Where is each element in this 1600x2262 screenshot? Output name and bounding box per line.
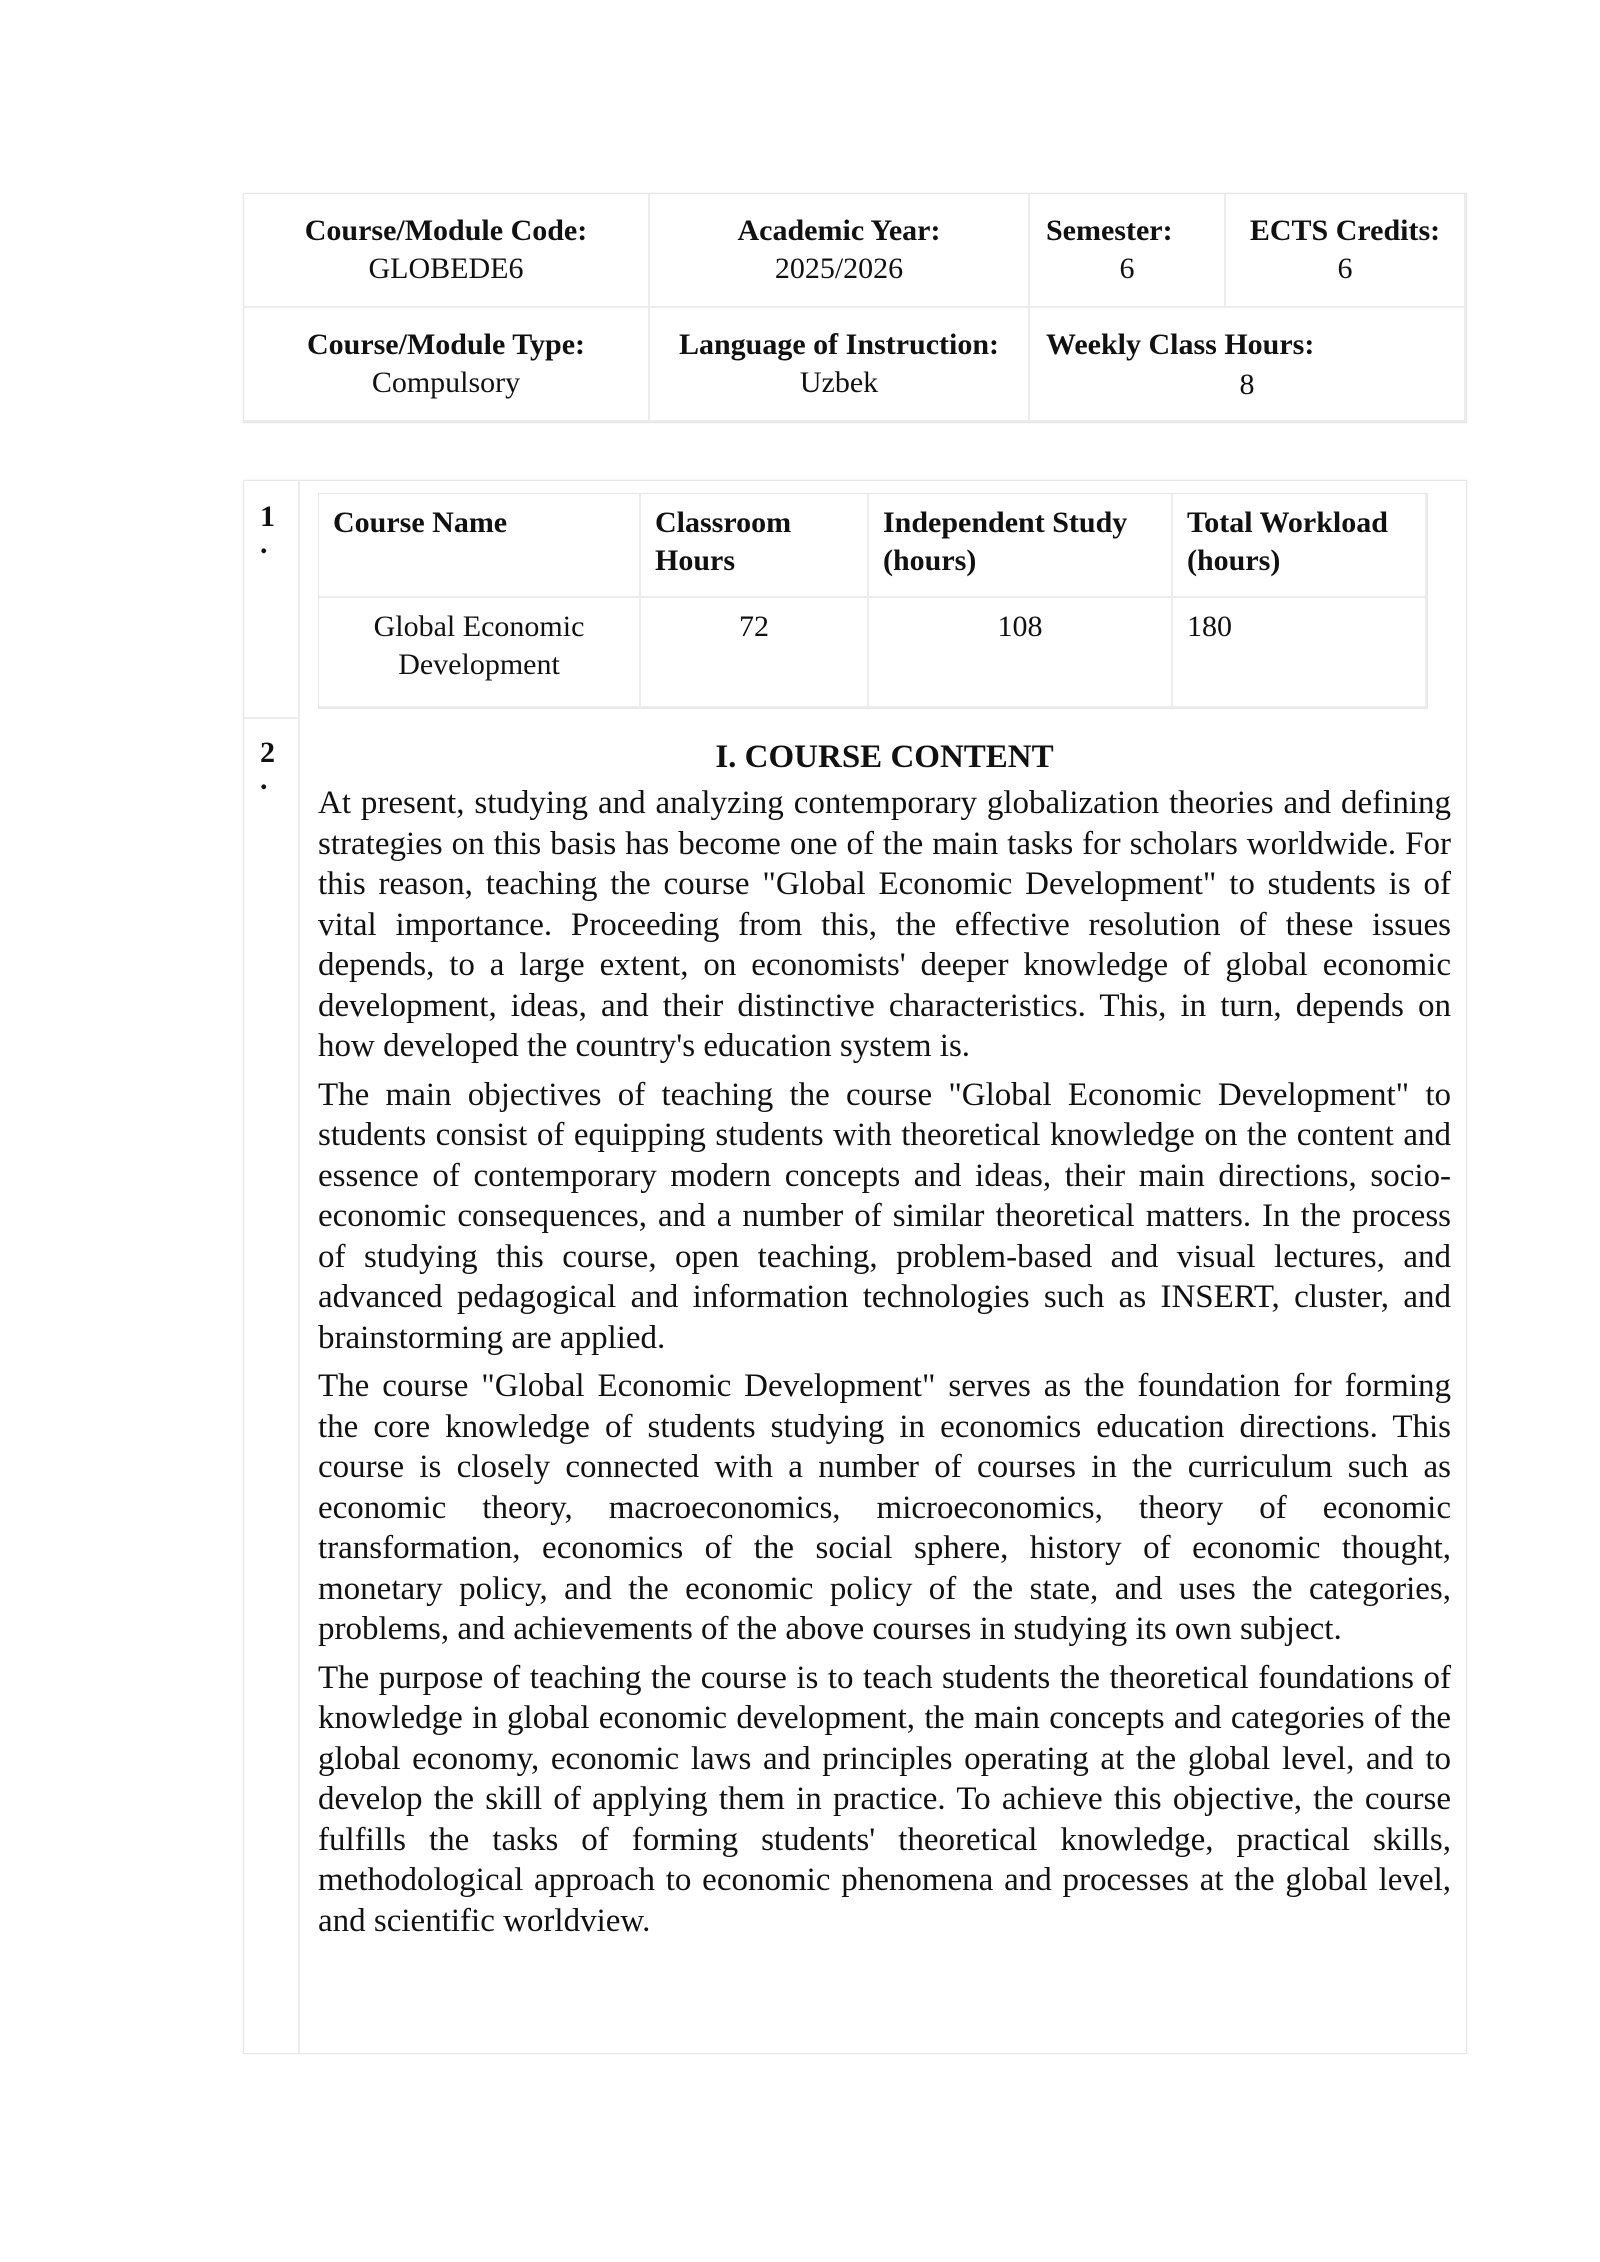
language-label: Language of Instruction: bbox=[678, 328, 1000, 361]
section-number-1-digit: 1 bbox=[260, 500, 275, 533]
section-number-2 bbox=[244, 719, 300, 2053]
course-type-label: Course/Module Type: bbox=[306, 328, 586, 361]
header-course-name: Course Name bbox=[319, 494, 641, 598]
language-value: Uzbek bbox=[799, 366, 879, 399]
course-code-label: Course/Module Code: bbox=[304, 214, 588, 247]
content-paragraph-2: The main objectives of teaching the course "Global Economic Development" to students consist of equipping students with theoretical knowledge on the content and essence of contemporary modern concepts and ideas, their main directions, socio-economic consequences, and a number of similar theoretical matters. In the process of studying this course, open teaching, problem-based and visual lectures, and advanced pedagogical and information technologies such as INSERT, cluster, and brainstorming are applied. bbox=[318, 1076, 1451, 1356]
course-content-heading: I. COURSE CONTENT bbox=[715, 739, 1054, 775]
course-content-section bbox=[318, 737, 1451, 1949]
course-type-value: Compulsory bbox=[371, 366, 521, 399]
content-paragraph-4: The purpose of teaching the course is to teach students the theoretical foundations of knowledge in global economic development, the main concepts and categories of the global economy, economic laws and principles operating at the global level, and to develop the skill of applying them in practice. To achieve this objective, the course fulfills the tasks of forming students' theoretical knowledge, practical skills, methodological approach to economic phenomena and processes at the global level, and scientific worldview. bbox=[318, 1659, 1451, 1939]
header-classroom-hours: Classroom Hours bbox=[641, 494, 869, 598]
course-details-table bbox=[243, 480, 1467, 2054]
academic-year-label: Academic Year: bbox=[737, 214, 941, 247]
weekly-hours-label: Weekly Class Hours: bbox=[1046, 328, 1315, 361]
header-total-workload: Total Workload (hours) bbox=[1173, 494, 1427, 598]
ects-credits-value: 6 bbox=[1337, 252, 1353, 285]
section-number-2-dot: . bbox=[260, 763, 268, 796]
content-paragraph-1: At present, studying and analyzing contemporary globalization theories and defining strategies on this basis has become one of the main tasks for scholars worldwide. For this reason, teaching the course "Global Economic Development" to students is of vital importance. Proceeding from this, the effective resolution of these issues depends, to a large extent, on economists' deeper knowledge of global economic development, ideas, and their distinctive characteristics. This, in turn, depends on how developed the country's education system is. bbox=[318, 785, 1451, 1064]
course-type-cell bbox=[244, 308, 650, 422]
academic-year-cell bbox=[650, 194, 1030, 308]
cell-course-name: Global Economic Development bbox=[319, 598, 641, 708]
course-code-cell bbox=[244, 194, 650, 308]
cell-total-workload: 180 bbox=[1173, 598, 1427, 708]
section-number-2-digit: 2 bbox=[260, 736, 275, 769]
semester-cell bbox=[1030, 194, 1226, 308]
course-code-value: GLOBEDE6 bbox=[368, 252, 524, 285]
content-paragraph-3: The course "Global Economic Development" serves as the foundation for forming the core knowledge of students studying in economics education directions. This course is closely connected with a number of courses in the curriculum such as economic theory, macroeconomics, microeconomics, theory of economic transformation, economics of the social sphere, history of economic thought, monetary policy, and the economic policy of the state, and uses the categories, problems, and achievements of the above courses in studying its own subject. bbox=[318, 1368, 1451, 1647]
course-info-table bbox=[243, 193, 1467, 423]
section-number-1 bbox=[244, 481, 300, 719]
weekly-hours-cell bbox=[1030, 308, 1466, 422]
weekly-hours-value: 8 bbox=[1239, 368, 1255, 401]
ects-credits-label: ECTS Credits: bbox=[1249, 214, 1441, 247]
academic-year-value: 2025/2026 bbox=[774, 252, 904, 285]
section-number-1-dot: . bbox=[260, 527, 268, 560]
cell-independent-study: 108 bbox=[869, 598, 1173, 708]
workload-table bbox=[318, 493, 1428, 709]
header-independent-study: Independent Study (hours) bbox=[869, 494, 1173, 598]
semester-label: Semester: bbox=[1046, 214, 1173, 247]
ects-credits-cell bbox=[1226, 194, 1466, 308]
cell-classroom-hours: 72 bbox=[641, 598, 869, 708]
semester-value: 6 bbox=[1119, 252, 1135, 285]
language-cell bbox=[650, 308, 1030, 422]
